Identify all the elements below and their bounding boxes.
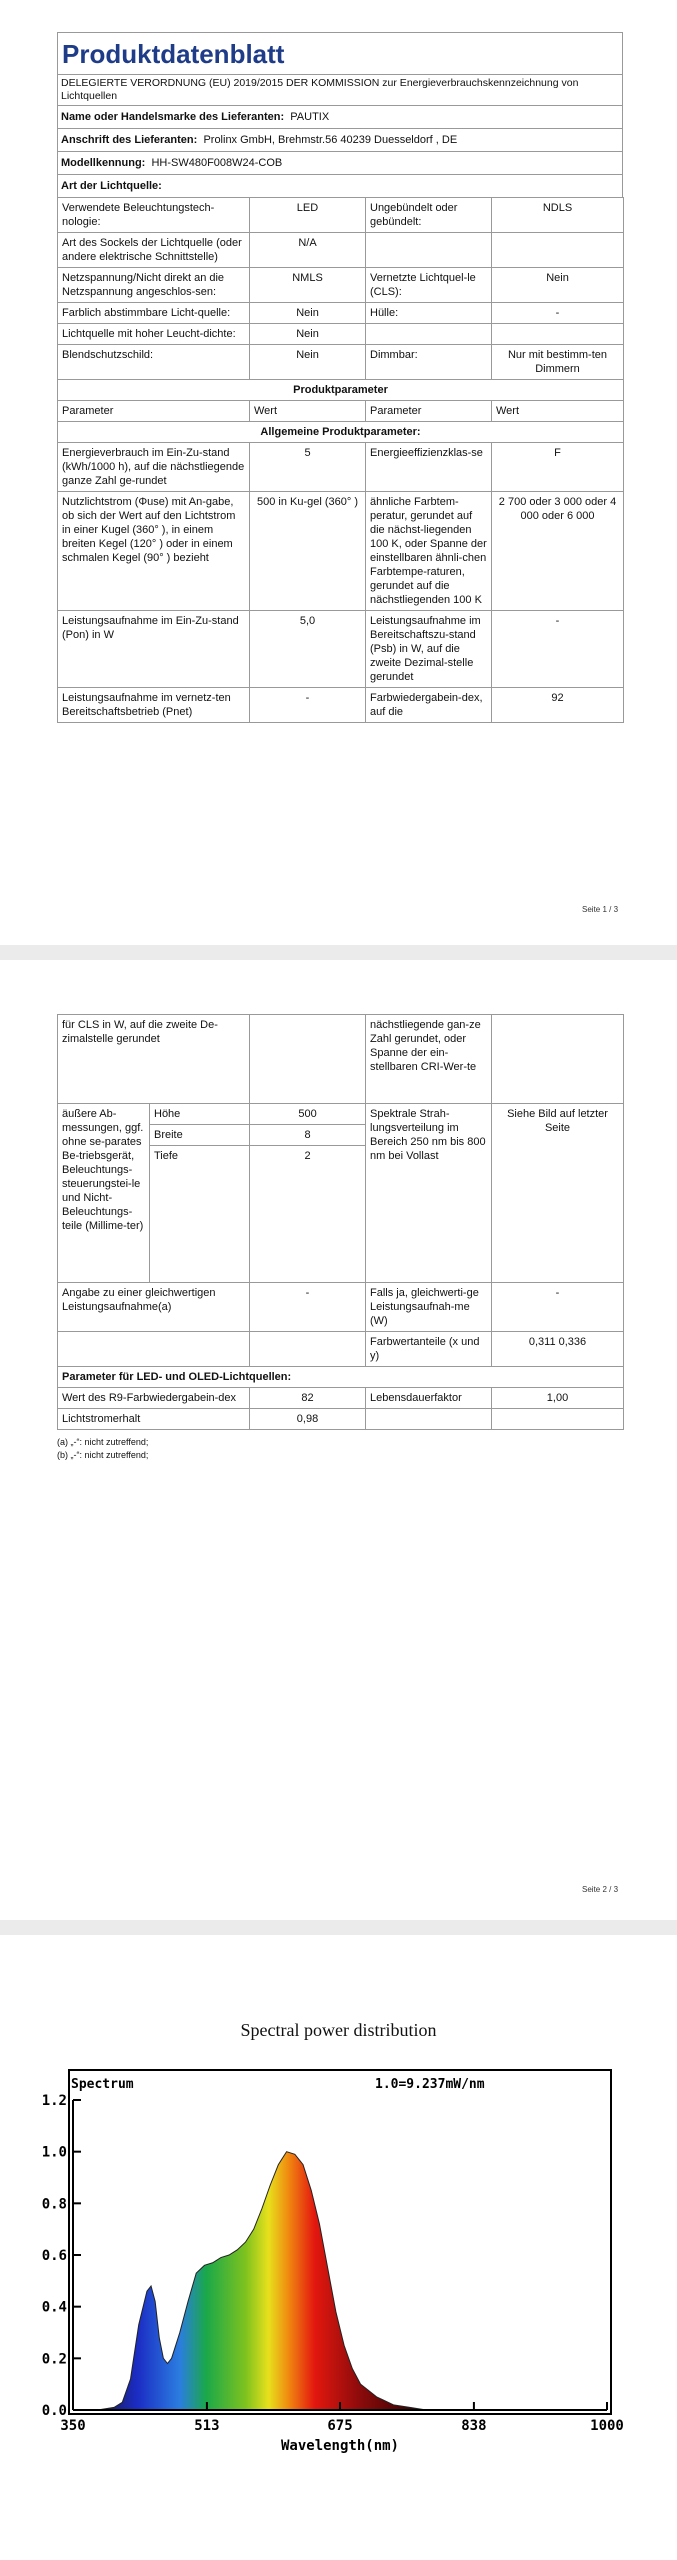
cell-value: Nein <box>250 324 366 345</box>
cell-label: Leistungsaufnahme im vernetz-ten Bereitschaftsbetrieb (Pnet) <box>58 688 250 723</box>
column-header-param: Parameter <box>58 401 250 422</box>
cell-label <box>366 324 492 345</box>
chart-title: Spectral power distribution <box>240 2020 437 2040</box>
table-row <box>58 443 624 492</box>
y-tick-label: 0.6 <box>41 2248 67 2264</box>
cell-label: Nutzlichtstrom (Φuse) mit An-gabe, ob sich der Wert auf den Lichtstrom in einer Kugel (360° ), in einem breiten Kegel (120° ) oder in einem schmalen Kegel (90° ) bezieht <box>58 492 250 611</box>
table-row <box>58 401 624 422</box>
model-id: HH-SW480F008W24-COB <box>151 157 283 169</box>
dim-width-label: Breite <box>150 1125 250 1146</box>
page-gap <box>0 945 677 960</box>
cell-label: Lichtquelle mit hoher Leucht-dichte: <box>58 324 250 345</box>
column-header-value: Wert <box>250 401 366 422</box>
parameters-continued-table <box>57 1014 624 1430</box>
equivalent-power-text: Angabe zu einer gleichwertigen Leistungsaufnahme(a) <box>62 1287 216 1313</box>
dimensions-label: äußere Ab-messungen, ggf. ohne se-parates Be-triebsgerät, Beleuchtungs-steuerungstei-le und Nicht-Beleuchtungs-teile (Millime-ter) <box>58 1104 150 1283</box>
equivalent-power-right-label: Falls ja, gleichwerti-ge Leistungsaufnah-me (W) <box>366 1283 492 1332</box>
light-source-table <box>57 197 624 723</box>
cell-label: Art des Sockels der Lichtquelle (oder andere elektrische Schnittstelle) <box>58 233 250 268</box>
cell-label: Dimmbar: <box>366 345 492 380</box>
cell-label: Hülle: <box>366 303 492 324</box>
cell-label: für CLS in W, auf die zweite De-zimalstelle gerundet <box>58 1015 250 1104</box>
cell-label: Leistungsaufnahme im Bereitschaftszu-stand (Psb) in W, auf die zweite Dezimal-stelle gerundet <box>366 611 492 688</box>
datasheet-page-1 <box>0 0 677 945</box>
cell-value: 2 700 oder 3 000 oder 4 000 oder 6 000 <box>492 492 624 611</box>
footnote-a: (a) „-“: nicht zutreffend; <box>57 1437 149 1447</box>
spectrum-chart <box>0 2060 677 2560</box>
table-row <box>58 1015 624 1104</box>
cell-value: F <box>492 443 624 492</box>
equivalent-power-right-value: - <box>492 1283 624 1332</box>
table-row <box>58 380 624 401</box>
cell-value <box>250 1015 366 1104</box>
cell-label: Energieverbrauch im Ein-Zu-stand (kWh/1000 h), auf die nächstliegende ganze Zahl ge-rundet <box>58 443 250 492</box>
led-params-heading: Parameter für LED- und OLED-Lichtquellen: <box>58 1367 624 1388</box>
y-tick-label: 0.0 <box>41 2403 67 2419</box>
model-row <box>58 151 622 174</box>
cell-value: - <box>250 688 366 723</box>
supplier-name: PAUTIX <box>290 111 330 123</box>
cell-value: Nein <box>250 303 366 324</box>
x-tick-label: 1000 <box>590 2418 624 2434</box>
header-block <box>57 32 623 197</box>
cell-label: Ungebündelt oder gebündelt: <box>366 198 492 233</box>
cell-value: 5,0 <box>250 611 366 688</box>
supplier-address-row <box>58 128 622 151</box>
chart-corner-label: Spectrum <box>71 2077 134 2092</box>
chromaticity-label: Farbwertanteile (x und y) <box>366 1332 492 1367</box>
y-tick-label: 1.0 <box>41 2144 67 2161</box>
table-row <box>58 268 624 303</box>
x-tick-label: 838 <box>461 2418 487 2434</box>
general-params-heading: Allgemeine Produktparameter: <box>58 422 624 443</box>
cell-label: Farbwiedergabein-dex, auf die <box>366 688 492 723</box>
table-row <box>58 1332 624 1367</box>
cell-empty <box>250 1332 366 1367</box>
table-row <box>58 1283 624 1332</box>
x-tick-label: 675 <box>327 2418 353 2434</box>
cell-empty <box>58 1332 250 1367</box>
cell-value <box>492 1015 624 1104</box>
table-row <box>58 1409 624 1430</box>
footnotes <box>57 1436 623 1462</box>
footnote-b: (b) „-“: nicht zutreffend; <box>57 1450 149 1460</box>
chart-scale-note: 1.0=9.237mW/nm <box>375 2077 485 2092</box>
cell-label: ähnliche Farbtem-peratur, gerundet auf die nächst-liegenden 100 K, oder Spanne der einstellbaren ähnli-chen Farbtempe-raturen, gerundet auf die nächstliegenden 100 K <box>366 492 492 611</box>
regulation-text: DELEGIERTE VERORDNUNG (EU) 2019/2015 DER KOMMISSION zur Energieverbrauchskennzeichnung von Lichtquellen <box>58 74 622 105</box>
cell-empty <box>492 1409 624 1430</box>
table-row <box>58 1388 624 1409</box>
lifetime-factor-value: 1,00 <box>492 1388 624 1409</box>
table-row <box>58 1104 624 1125</box>
chromaticity-value: 0,311 0,336 <box>492 1332 624 1367</box>
cell-value: NDLS <box>492 198 624 233</box>
spectral-label: Spektrale Strah-lungsverteilung im Bereich 250 nm bis 800 nm bei Vollast <box>366 1104 492 1283</box>
datasheet-page-3 <box>0 1935 677 2560</box>
dim-width-value: 8 <box>250 1125 366 1146</box>
cell-value: N/A <box>250 233 366 268</box>
product-params-heading: Produktparameter <box>58 380 624 401</box>
table-row <box>58 1367 624 1388</box>
chart-layer <box>42 2070 624 2454</box>
supplier-address: Prolinx GmbH, Brehmstr.56 40239 Duesseldorf , DE <box>203 134 458 146</box>
table-row <box>58 611 624 688</box>
cell-value: NMLS <box>250 268 366 303</box>
table-row <box>58 233 624 268</box>
datasheet-page-2 <box>0 960 677 1920</box>
page-2-content <box>57 1014 623 1462</box>
cell-value: 500 in Ku-gel (360° ) <box>250 492 366 611</box>
cell-label: Vernetzte Lichtquel-le (CLS): <box>366 268 492 303</box>
cell-value <box>492 324 624 345</box>
page-number: Seite 2 / 3 <box>582 1885 619 1894</box>
page-gap <box>0 1920 677 1935</box>
y-tick-label: 0.8 <box>41 2196 67 2213</box>
equivalent-power-value: - <box>250 1283 366 1332</box>
lumen-maintenance-value: 0,98 <box>250 1409 366 1430</box>
cell-value: - <box>492 303 624 324</box>
light-source-type-heading: Art der Lichtquelle: <box>58 174 622 197</box>
cell-value <box>492 233 624 268</box>
table-row <box>58 422 624 443</box>
cell-empty <box>366 1409 492 1430</box>
spectral-value: Siehe Bild auf letzter Seite <box>492 1104 624 1283</box>
supplier-name-label: Name oder Handelsmarke des Lieferanten: <box>61 111 285 123</box>
cell-value: 92 <box>492 688 624 723</box>
cell-value: Nein <box>250 345 366 380</box>
table-row <box>58 688 624 723</box>
page-1-content <box>57 32 623 723</box>
cell-label <box>366 233 492 268</box>
x-tick-label: 350 <box>60 2418 86 2434</box>
cell-label: Blendschutzschild: <box>58 345 250 380</box>
x-tick-label: 513 <box>194 2418 220 2434</box>
cell-value: LED <box>250 198 366 233</box>
cell-label: Farblich abstimmbare Licht-quelle: <box>58 303 250 324</box>
lumen-maintenance-label: Lichtstromerhalt <box>58 1409 250 1430</box>
dim-height-label: Höhe <box>150 1104 250 1125</box>
r9-label: Wert des R9-Farbwiedergabein-dex <box>58 1388 250 1409</box>
cell-value: Nur mit bestimm-ten Dimmern <box>492 345 624 380</box>
table-row <box>58 345 624 380</box>
table-row <box>58 303 624 324</box>
y-tick-label: 1.2 <box>41 2093 67 2109</box>
column-header-value: Wert <box>492 401 624 422</box>
y-tick-label: 0.2 <box>41 2351 67 2368</box>
page-number: Seite 1 / 3 <box>582 905 619 914</box>
cell-label: Energieeffizienzklas-se <box>366 443 492 492</box>
column-header-param: Parameter <box>366 401 492 422</box>
x-axis-label: Wavelength(nm) <box>280 2438 400 2454</box>
cell-label: nächstliegende gan-ze Zahl gerundet, oder Spanne der ein-stellbaren CRI-Wer-te <box>366 1015 492 1104</box>
dim-height-value: 500 <box>250 1104 366 1125</box>
dim-depth-label: Tiefe <box>150 1146 250 1283</box>
model-label: Modellkennung: <box>61 157 146 169</box>
y-tick-label: 0.4 <box>41 2299 67 2316</box>
cell-value: 5 <box>250 443 366 492</box>
table-row <box>58 198 624 233</box>
table-row <box>58 324 624 345</box>
equivalent-power-label <box>58 1283 250 1332</box>
document-title: Produktdatenblatt <box>62 39 285 69</box>
cell-label: Leistungsaufnahme im Ein-Zu-stand (Pon) in W <box>58 611 250 688</box>
supplier-address-label: Anschrift des Lieferanten: <box>61 134 198 146</box>
cell-label: Netzspannung/Nicht direkt an die Netzspannung angeschlos-sen: <box>58 268 250 303</box>
lifetime-factor-label: Lebensdauerfaktor <box>366 1388 492 1409</box>
cell-value: - <box>492 611 624 688</box>
cell-label: Verwendete Beleuchtungstech-nologie: <box>58 198 250 233</box>
r9-value: 82 <box>250 1388 366 1409</box>
cell-value: Nein <box>492 268 624 303</box>
supplier-name-row <box>58 105 622 128</box>
table-row <box>58 492 624 611</box>
dim-depth-value: 2 <box>250 1146 366 1283</box>
